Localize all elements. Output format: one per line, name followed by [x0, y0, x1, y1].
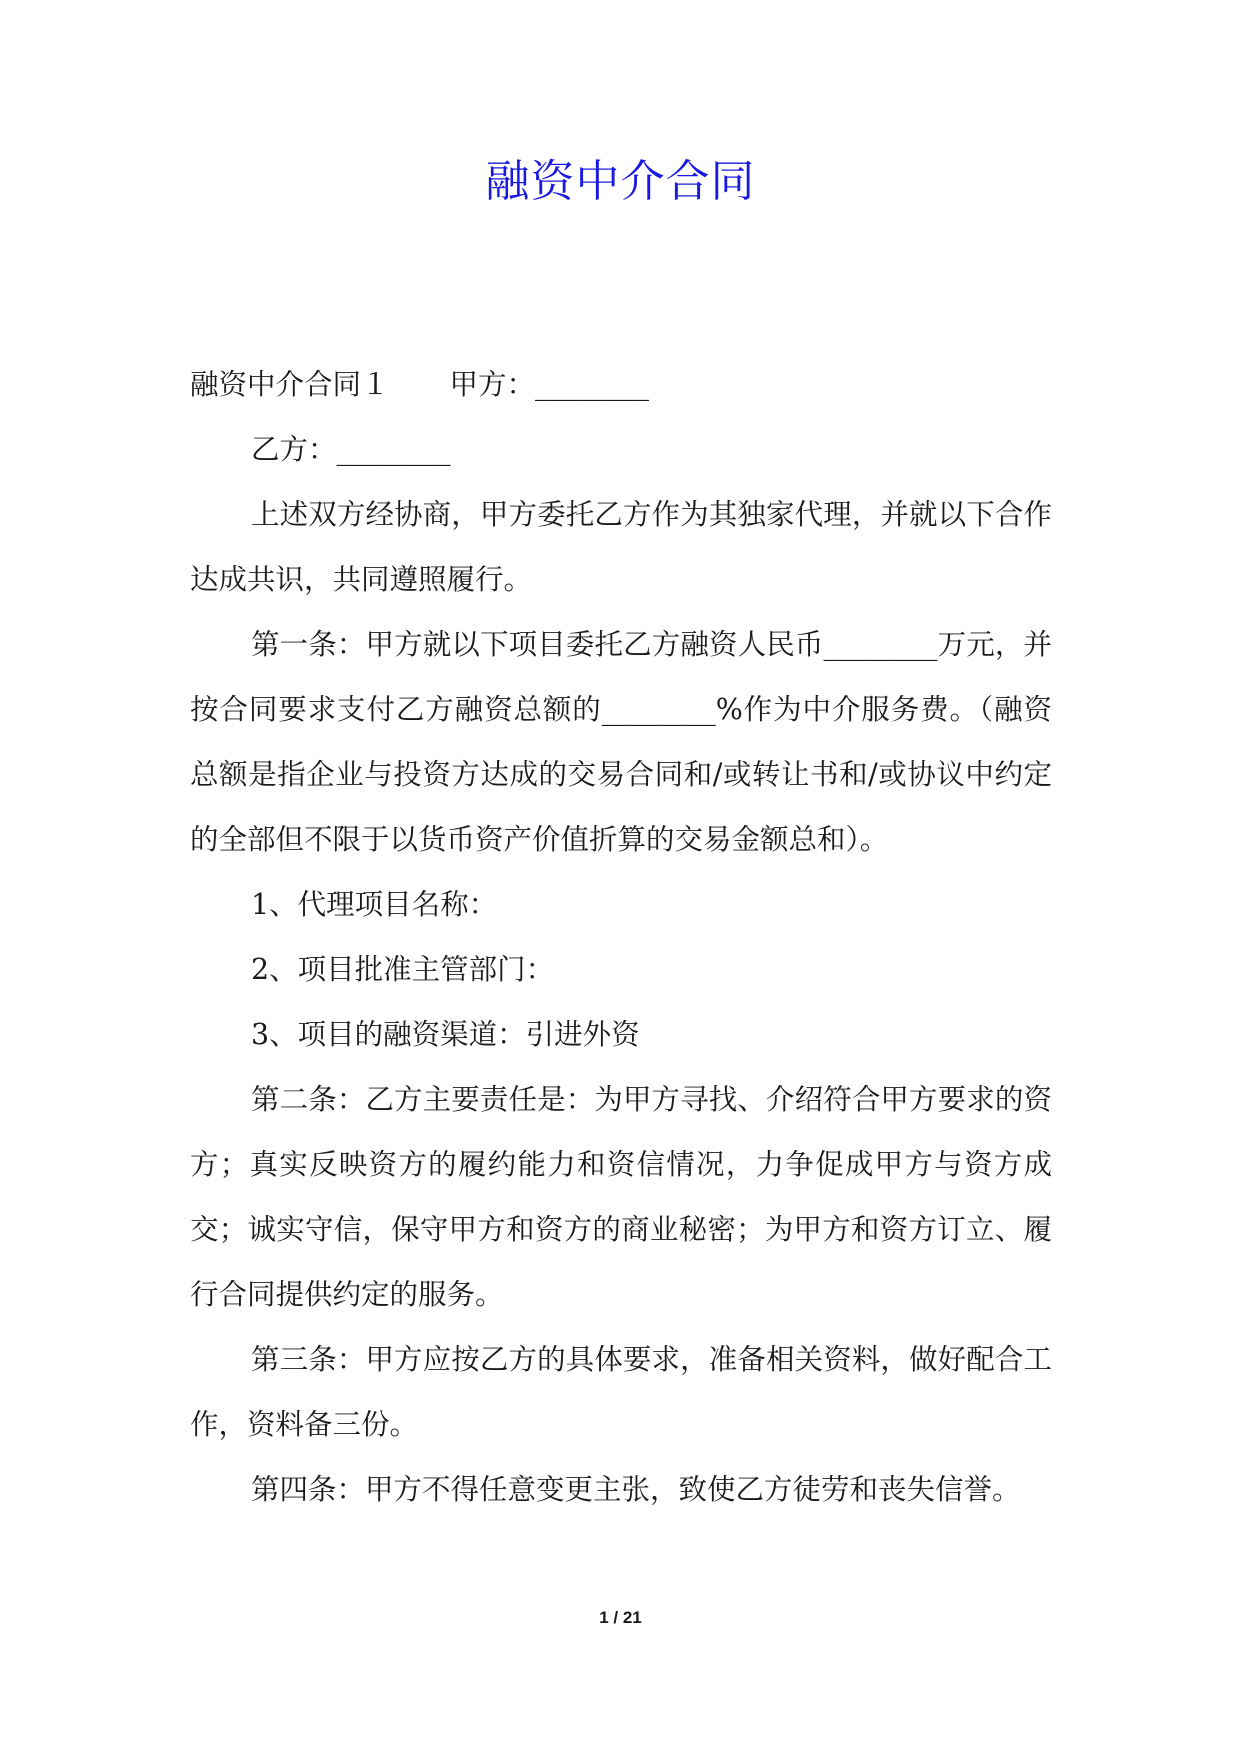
- document-body: [190, 352, 1052, 1522]
- document-title: 融资中介合同: [485, 156, 756, 207]
- paragraph-article-3: 第三条：甲方应按乙方的具体要求，准备相关资料，做好配合工作，资料备三份。: [190, 1343, 1052, 1441]
- paragraph-article-4: 第四条：甲方不得任意变更主张，致使乙方徒劳和丧失信誉。: [251, 1473, 1021, 1506]
- contract-label: 融资中介合同１: [190, 368, 390, 401]
- list-item-project-name: 1、代理项目名称：: [251, 888, 498, 921]
- list-item-financing-channel: 3、项目的融资渠道：引进外资: [251, 1018, 640, 1051]
- party-b-field: 乙方：________: [251, 433, 451, 466]
- list-item-approval-department: 2、项目批准主管部门：: [251, 953, 555, 986]
- paragraph-intro: 上述双方经协商，甲方委托乙方作为其独家代理，并就以下合作达成共识，共同遵照履行。: [190, 498, 1052, 596]
- paragraph-article-2: 第二条：乙方主要责任是：为甲方寻找、介绍符合甲方要求的资方；真实反映资方的履约能力和资信情况，力争促成甲方与资方成交；诚实守信，保守甲方和资方的商业秘密；为甲方和资方订立、履行合同提供约定的服务。: [190, 1083, 1052, 1311]
- page-number: 1 / 21: [599, 1608, 642, 1627]
- paragraph-article-1: 第一条：甲方就以下项目委托乙方融资人民币________万元，并按合同要求支付乙方融资总额的________%作为中介服务费。（融资总额是指企业与投资方达成的交易合同和/或转让书和/或协议中约定的全部但不限于以货币资产价值折算的交易金额总和）。: [190, 628, 1052, 856]
- contract-heading-line: [190, 352, 1052, 417]
- party-a-field: 甲方：________: [449, 368, 650, 401]
